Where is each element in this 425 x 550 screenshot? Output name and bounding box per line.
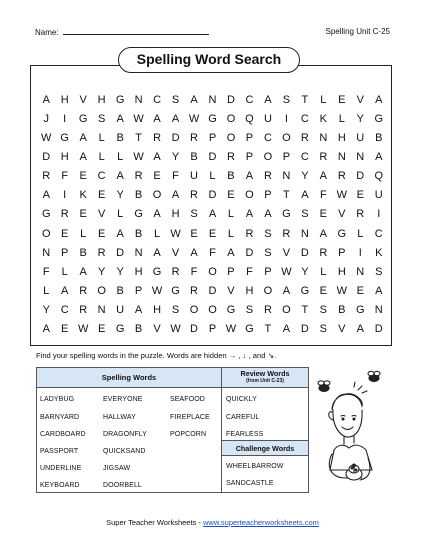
grid-letter: S — [190, 208, 198, 221]
spelling-words-header: Spelling Words — [37, 368, 221, 388]
grid-letter: R — [319, 246, 328, 259]
grid-letter: H — [153, 303, 162, 316]
grid-letter: L — [98, 151, 105, 164]
grid-letter: G — [300, 284, 310, 297]
grid-letter: H — [245, 284, 254, 297]
grid-letter: R — [171, 265, 180, 278]
grid-letter: E — [227, 189, 235, 202]
grid-letter: S — [245, 303, 254, 316]
grid-letter: B — [190, 151, 198, 164]
grid-letter: A — [375, 151, 383, 164]
grid-letter: O — [226, 132, 236, 145]
grid-letter: K — [375, 246, 383, 259]
grid-letter: A — [264, 94, 272, 106]
footer-text: Super Teacher Worksheets - — [106, 518, 203, 527]
grid-letter: D — [208, 189, 217, 202]
grid-letter: L — [80, 227, 87, 240]
spelling-word: POPCORN — [170, 431, 207, 438]
grid-letter: L — [357, 227, 364, 240]
grid-letter: A — [116, 227, 124, 240]
spelling-word: JIGSAW — [103, 465, 131, 472]
grid-letter: H — [337, 265, 346, 278]
grid-letter: U — [356, 132, 365, 145]
grid-letter: E — [338, 94, 346, 106]
grid-letter: N — [356, 151, 365, 164]
grid-letter: I — [63, 113, 67, 126]
grid-letter: V — [227, 284, 235, 297]
grid-letter: E — [79, 170, 87, 183]
grid-letter: D — [226, 94, 235, 106]
grid-letter: D — [300, 246, 309, 259]
grid-letter: N — [97, 303, 106, 316]
review-word: FEARLESS — [226, 431, 264, 438]
grid-letter: O — [152, 189, 162, 202]
grid-letter: P — [264, 265, 272, 278]
grid-letter: N — [319, 132, 328, 145]
grid-letter: P — [245, 151, 254, 164]
grid-letter: O — [97, 284, 106, 297]
bee-icon — [318, 381, 330, 392]
grid-letter: A — [171, 189, 180, 202]
grid-letter: R — [263, 170, 272, 183]
page-title: Spelling Word Search — [118, 47, 300, 73]
grid-letter: V — [356, 94, 364, 106]
grid-letter: A — [42, 94, 50, 106]
grid-letter: A — [245, 208, 254, 221]
spelling-word: KEYBOARD — [40, 482, 80, 489]
grid-letter: I — [377, 208, 381, 221]
grid-letter: H — [60, 151, 69, 164]
grid-letter: L — [61, 265, 68, 278]
grid-letter: D — [208, 284, 217, 297]
spelling-word: UNDERLINE — [40, 465, 82, 472]
grid-letter: R — [245, 227, 254, 240]
letter-grid — [37, 92, 388, 340]
grid-letter: E — [356, 189, 364, 202]
grid-letter: F — [172, 170, 179, 183]
spelling-word: CARDBOARD — [40, 431, 86, 438]
grid-letter: A — [153, 208, 161, 221]
grid-letter: E — [97, 322, 106, 335]
grid-letter: P — [208, 322, 217, 335]
unit-label: Spelling Unit C-25 — [325, 27, 390, 36]
grid-letter: A — [282, 322, 291, 335]
grid-letter: G — [282, 208, 291, 221]
grid-letter: E — [153, 170, 161, 183]
grid-letter: E — [190, 227, 198, 240]
grid-letter: G — [171, 284, 180, 297]
grid-letter: I — [358, 246, 362, 259]
grid-letter: V — [171, 246, 180, 259]
grid-letter: D — [245, 246, 254, 259]
grid-letter: R — [79, 303, 88, 316]
grid-letter: A — [42, 189, 50, 202]
grid-letter: L — [43, 284, 50, 297]
grid-letter: R — [190, 284, 198, 297]
grid-letter: P — [264, 189, 272, 202]
grid-letter: W — [170, 227, 181, 240]
grid-letter: Y — [301, 170, 309, 183]
grid-letter: R — [79, 284, 88, 297]
grid-letter: C — [374, 227, 383, 240]
grid-letter: A — [245, 170, 254, 183]
grid-letter: A — [301, 189, 309, 202]
grid-letter: A — [282, 284, 291, 297]
grid-letter: S — [375, 265, 383, 278]
grid-letter: U — [374, 189, 383, 202]
grid-letter: W — [225, 322, 237, 335]
grid-letter: B — [134, 189, 143, 202]
grid-letter: O — [208, 303, 217, 316]
grid-letter: G — [226, 303, 236, 316]
grid-letter: U — [116, 303, 125, 316]
grid-letter: S — [319, 303, 327, 316]
grid-letter: S — [319, 322, 327, 335]
grid-letter: N — [134, 246, 143, 259]
grid-letter: A — [116, 170, 124, 183]
grid-letter: N — [134, 94, 143, 106]
grid-letter: P — [61, 246, 69, 259]
grid-letter: A — [116, 113, 124, 126]
grid-letter: C — [60, 303, 69, 316]
grid-letter: W — [151, 284, 163, 297]
challenge-word: WHEELBARROW — [226, 463, 284, 470]
grid-letter: O — [282, 303, 291, 316]
grid-letter: Y — [301, 265, 309, 278]
grid-letter: C — [245, 94, 254, 106]
grid-letter: Y — [171, 151, 180, 164]
grid-letter: F — [319, 189, 327, 202]
grid-letter: I — [63, 189, 67, 202]
grid-letter: P — [227, 265, 235, 278]
grid-letter: H — [171, 208, 180, 221]
grid-letter: H — [97, 94, 106, 106]
grid-letter: W — [281, 265, 292, 278]
grid-letter: F — [209, 246, 216, 259]
grid-letter: G — [208, 113, 217, 126]
grid-letter: U — [263, 113, 272, 126]
grid-letter: K — [319, 113, 327, 126]
grid-letter: W — [170, 322, 181, 335]
grid-letter: A — [208, 208, 217, 221]
grid-letter: V — [79, 94, 87, 106]
spelling-word: PASSPORT — [40, 448, 79, 455]
grid-letter: G — [115, 322, 125, 335]
grid-letter: A — [264, 208, 272, 221]
review-word: CAREFUL — [226, 414, 260, 421]
grid-letter: K — [79, 189, 87, 202]
grid-letter: D — [42, 151, 51, 164]
grid-letter: B — [375, 132, 383, 145]
grid-letter: P — [282, 151, 291, 164]
grid-letter: L — [338, 113, 345, 126]
grid-letter: E — [97, 227, 106, 240]
grid-letter: A — [134, 303, 143, 316]
grid-letter: B — [116, 284, 124, 297]
grid-letter: V — [282, 246, 291, 259]
grid-letter: C — [300, 113, 309, 126]
grid-letter: P — [134, 284, 143, 297]
grid-letter: G — [245, 322, 254, 335]
grid-letter: A — [227, 246, 235, 259]
grid-letter: O — [208, 265, 217, 278]
name-field — [35, 27, 209, 37]
grid-letter: R — [337, 170, 346, 183]
bee-icon — [368, 371, 380, 381]
grid-letter: L — [227, 227, 235, 240]
grid-letter: C — [153, 94, 162, 106]
grid-letter: A — [153, 113, 161, 126]
grid-letter: S — [301, 208, 309, 221]
spelling-word: QUICKSAND — [103, 448, 146, 455]
grid-letter: O — [41, 227, 51, 240]
spelling-word: DOORBELL — [103, 482, 142, 489]
grid-letter: Y — [97, 265, 106, 278]
grid-letter: L — [227, 208, 235, 221]
grid-letter: N — [356, 265, 365, 278]
grid-letter: J — [43, 113, 49, 126]
grid-letter: F — [246, 265, 253, 278]
grid-letter: A — [190, 94, 198, 106]
grid-letter: E — [97, 189, 106, 202]
grid-letter: T — [301, 303, 309, 316]
grid-letter: E — [61, 227, 69, 240]
spelling-word: LADYBUG — [40, 396, 75, 403]
grid-letter: V — [338, 322, 346, 335]
grid-letter: A — [79, 132, 87, 145]
grid-letter: N — [300, 227, 309, 240]
grid-letter: B — [134, 322, 143, 335]
grid-letter: D — [190, 322, 198, 335]
grid-letter: N — [42, 246, 51, 259]
grid-letter: R — [42, 170, 51, 183]
grid-letter: A — [153, 151, 161, 164]
grid-letter: L — [209, 170, 216, 183]
grid-letter: P — [245, 132, 254, 145]
grid-letter: A — [171, 113, 180, 126]
grid-letter: A — [319, 227, 327, 240]
grid-letter: R — [226, 151, 235, 164]
grid-letter: R — [300, 132, 309, 145]
grid-letter: O — [282, 132, 291, 145]
spelling-word: FIREPLACE — [170, 414, 210, 421]
grid-letter: O — [189, 303, 199, 316]
spelling-word: HALLWAY — [103, 414, 136, 421]
grid-letter: W — [41, 132, 52, 145]
review-words-subtitle: (from Unit C-23) — [246, 378, 284, 384]
grid-letter: S — [264, 227, 272, 240]
grid-letter: G — [134, 208, 143, 221]
grid-letter: V — [153, 322, 161, 335]
grid-letter: T — [135, 132, 142, 145]
grid-letter: C — [97, 170, 106, 183]
grid-letter: A — [319, 170, 327, 183]
grid-letter: O — [226, 113, 236, 126]
grid-letter: N — [208, 94, 217, 106]
grid-letter: G — [41, 208, 51, 221]
grid-letter: L — [320, 265, 327, 278]
challenge-word: SANDCASTLE — [226, 480, 274, 487]
review-words-header — [222, 368, 308, 388]
footer-link[interactable]: www.superteacherworksheets.com — [202, 518, 319, 527]
grid-letter: R — [60, 208, 69, 221]
grid-letter: V — [97, 208, 106, 221]
grid-letter: W — [77, 322, 89, 335]
grid-letter: F — [61, 170, 69, 183]
grid-letter: D — [208, 151, 217, 164]
grid-letter: Q — [245, 113, 254, 126]
grid-letter: D — [171, 132, 180, 145]
review-word: QUICKLY — [226, 396, 257, 403]
grid-letter: Q — [374, 170, 384, 183]
spelling-word: BARNYARD — [40, 414, 80, 421]
grid-letter: G — [60, 132, 69, 145]
grid-letter: D — [300, 322, 309, 335]
grid-letter: G — [337, 227, 347, 240]
grid-letter: P — [208, 132, 217, 145]
grid-letter: G — [374, 113, 384, 126]
grid-letter: L — [98, 132, 105, 145]
grid-letter: T — [283, 189, 290, 202]
grid-letter: P — [338, 246, 346, 259]
grid-letter: A — [356, 322, 364, 335]
grid-letter: B — [116, 132, 124, 145]
grid-letter: G — [356, 303, 365, 316]
grid-letter: S — [171, 303, 180, 316]
grid-letter: G — [115, 94, 125, 106]
grid-letter: E — [319, 284, 327, 297]
spelling-word: EVERYONE — [103, 396, 143, 403]
grid-letter: H — [60, 94, 69, 106]
grid-letter: W — [336, 189, 347, 202]
review-words-title: Review Words — [240, 369, 290, 378]
grid-letter: B — [79, 246, 87, 259]
grid-letter: H — [134, 265, 143, 278]
grid-letter: O — [263, 151, 273, 164]
grid-letter: L — [117, 151, 124, 164]
grid-letter: F — [42, 265, 50, 278]
grid-letter: Y — [116, 189, 124, 202]
spelling-word: SEAFOOD — [170, 396, 205, 403]
grid-letter: W — [336, 284, 347, 297]
grid-letter: T — [264, 322, 272, 335]
grid-letter: L — [320, 94, 327, 106]
challenge-words-header: Challenge Words — [222, 440, 308, 456]
grid-letter: E — [61, 322, 69, 335]
grid-letter: O — [245, 189, 254, 202]
grid-letter: W — [188, 113, 200, 126]
grid-letter: A — [153, 246, 161, 259]
name-line[interactable] — [63, 27, 209, 35]
grid-letter: W — [133, 113, 144, 126]
grid-letter: T — [301, 94, 309, 106]
grid-letter: W — [133, 151, 144, 164]
grid-letter: Y — [356, 113, 364, 126]
grid-letter: A — [79, 265, 87, 278]
grid-letter: C — [263, 132, 272, 145]
grid-letter: R — [190, 189, 198, 202]
grid-letter: A — [79, 151, 87, 164]
grid-letter: B — [338, 303, 346, 316]
grid-letter: R — [319, 151, 328, 164]
grid-letter: U — [190, 170, 198, 183]
grid-letter: R — [134, 170, 143, 183]
grid-letter: F — [190, 265, 198, 278]
grid-letter: S — [171, 94, 180, 106]
grid-letter: H — [337, 132, 346, 145]
grid-letter: R — [356, 208, 365, 221]
grid-letter: N — [337, 151, 346, 164]
grid-letter: B — [134, 227, 143, 240]
grid-letter: N — [374, 303, 383, 316]
grid-letter: D — [116, 246, 125, 259]
child-with-ladybug-illustration — [312, 370, 394, 498]
footer — [0, 518, 425, 527]
grid-letter: R — [153, 132, 162, 145]
name-label: Name: — [35, 28, 59, 37]
grid-letter: S — [282, 94, 291, 106]
grid-letter: A — [42, 322, 50, 335]
grid-letter: Y — [42, 303, 50, 316]
grid-letter: C — [300, 151, 309, 164]
grid-letter: Y — [116, 265, 124, 278]
grid-letter: E — [208, 227, 217, 240]
spelling-word: DRAGONFLY — [103, 431, 147, 438]
grid-letter: A — [375, 284, 383, 297]
grid-letter: O — [263, 284, 273, 297]
grid-letter: D — [356, 170, 365, 183]
grid-letter: E — [79, 208, 87, 221]
grid-letter: R — [97, 246, 106, 259]
grid-letter: E — [356, 284, 364, 297]
grid-letter: R — [282, 227, 291, 240]
grid-letter: B — [227, 170, 235, 183]
grid-letter: L — [154, 227, 161, 240]
grid-letter: R — [190, 132, 198, 145]
grid-letter: G — [78, 113, 88, 126]
grid-letter: E — [319, 208, 327, 221]
grid-letter: A — [190, 246, 198, 259]
grid-letter: S — [97, 113, 106, 126]
grid-letter: N — [282, 170, 291, 183]
grid-letter: D — [374, 322, 383, 335]
grid-letter: A — [61, 284, 69, 297]
grid-letter: G — [152, 265, 162, 278]
grid-letter: L — [117, 208, 124, 221]
instructions: Find your spelling words in the puzzle. Words are hidden → , ↓ , and ↘. — [36, 351, 277, 360]
grid-letter: A — [375, 94, 383, 106]
grid-letter: I — [284, 113, 288, 126]
grid-letter: S — [264, 246, 272, 259]
grid-letter: V — [338, 208, 346, 221]
grid-letter: R — [263, 303, 272, 316]
